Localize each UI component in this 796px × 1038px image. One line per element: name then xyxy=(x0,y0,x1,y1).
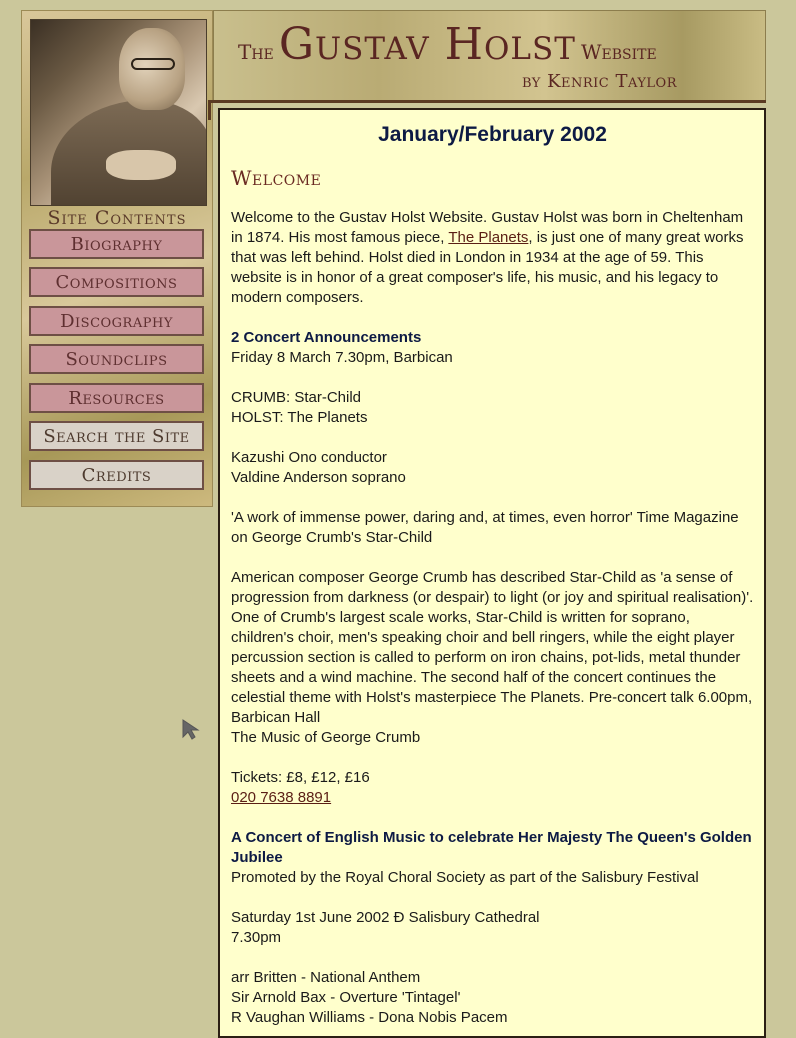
site-title-the: The xyxy=(238,40,274,64)
welcome-text-2: , is just one of many great works that was left behind. Holst died in London in 1934 at the age of 59. This website is in honor of a great composer's life, his music, and his legacy to modern composers. xyxy=(231,229,744,306)
welcome-paragraph xyxy=(231,208,754,308)
concert1-date: Friday 8 March 7.30pm, Barbican xyxy=(231,349,453,366)
concert1-quote: 'A work of immense power, daring and, at times, even horror' Time Magazine on George Crumb's Star-Child xyxy=(231,509,739,546)
concert2-block xyxy=(231,828,754,888)
concert1-description-block xyxy=(231,568,754,748)
nav-resources-button[interactable]: Resources xyxy=(29,383,204,413)
concert1-heading: 2 Concert Announcements xyxy=(231,329,422,346)
tickets-prices: Tickets: £8, £12, £16 xyxy=(231,769,370,786)
site-byline: by Kenric Taylor xyxy=(521,71,677,92)
site-header-banner xyxy=(213,10,766,102)
nav-discography-button[interactable]: Discography xyxy=(29,306,204,336)
concert2-heading: A Concert of English Music to celebrate Her Majesty The Queen's Golden Jubilee xyxy=(231,829,752,866)
nav-credits-button[interactable]: Credits xyxy=(29,460,204,490)
header-divider xyxy=(208,100,766,103)
box-office-phone-link[interactable]: 020 7638 8891 xyxy=(231,789,332,806)
header-divider-vertical xyxy=(208,100,211,120)
concert1-block xyxy=(231,328,754,368)
concert1-program xyxy=(231,388,754,428)
main-content xyxy=(218,108,766,1038)
program-item: R Vaughan Williams - Dona Nobis Pacem xyxy=(231,1009,508,1026)
talk-title: The Music of George Crumb xyxy=(231,729,421,746)
page-title: January/February 2002 xyxy=(378,123,607,146)
holst-portrait-image xyxy=(30,19,207,206)
sidebar xyxy=(21,10,213,507)
concert1-description: American composer George Crumb has described Star-Child as 'a sense of progression from darkness (or despair) to light (or joy and spiritual realisation)'. One of Crumb's largest scale works, Star-Child is written for soprano, children's choir, men's speaking choir and bell ringers, while the eight player percussion section is called to perform on iron chains, pot-lids, metal thunder sheets and a wind machine. The second half of the concert continues the celestial theme with Holst's masterpiece The Planets. Pre-concert talk 6.00pm, Barbican Hall xyxy=(231,569,754,726)
program-item: arr Britten - National Anthem xyxy=(231,969,421,986)
concert2-promoter: Promoted by the Royal Choral Society as part of the Salisbury Festival xyxy=(231,869,699,886)
concert2-date: Saturday 1st June 2002 Ð Salisbury Cathedral xyxy=(231,909,540,926)
nav-search-button[interactable]: Search the Site xyxy=(29,421,204,451)
site-title xyxy=(238,19,657,70)
performer-item: Valdine Anderson soprano xyxy=(231,469,406,486)
site-title-name: Gustav Holst xyxy=(278,19,576,70)
concert2-time: 7.30pm xyxy=(231,929,282,946)
site-title-website: Website xyxy=(580,40,657,64)
concert2-program xyxy=(231,968,754,1028)
nav-compositions-button[interactable]: Compositions xyxy=(29,267,204,297)
site-contents-heading: Site Contents xyxy=(47,207,187,229)
performer-item: Kazushi Ono conductor xyxy=(231,449,387,466)
welcome-text-1: Welcome to the Gustav Holst Website. Gustav Holst was born in Cheltenham in 1874. His most famous piece, xyxy=(231,209,744,246)
mouse-pointer-icon xyxy=(181,718,201,740)
welcome-heading: Welcome xyxy=(231,166,322,190)
program-item: CRUMB: Star-Child xyxy=(231,389,362,406)
the-planets-link[interactable]: The Planets xyxy=(448,229,529,246)
program-item: Sir Arnold Bax - Overture 'Tintagel' xyxy=(231,989,461,1006)
nav-biography-button[interactable]: Biography xyxy=(29,229,204,259)
nav-soundclips-button[interactable]: Soundclips xyxy=(29,344,204,374)
tickets-block xyxy=(231,768,754,808)
concert2-datetime xyxy=(231,908,754,948)
program-item: HOLST: The Planets xyxy=(231,409,368,426)
concert1-performers xyxy=(231,448,754,488)
